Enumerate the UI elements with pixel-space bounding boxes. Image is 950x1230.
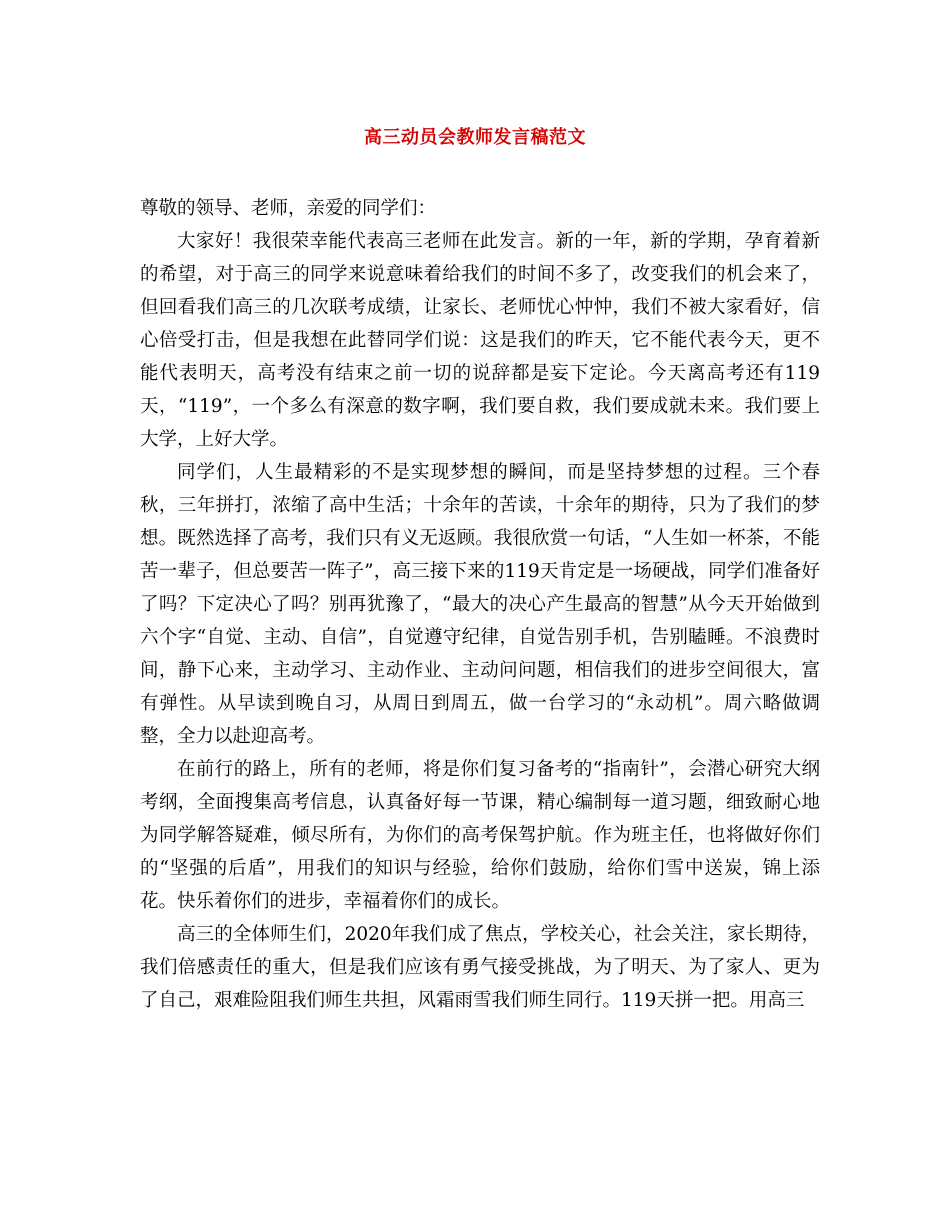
- paragraph-4: 高三的全体师生们，2020年我们成了焦点，学校关心，社会关注，家长期待，我们倍感责任的重大，但是我们应该有勇气接受挑战，为了明天、为了家人、更为了自己，艰难险阻我们师生共担，风霜雨雪我们师生同行。119天拼一把。用高三: [140, 924, 820, 1011]
- paragraph-1: 大家好！我很荣幸能代表高三老师在此发言。新的一年，新的学期，孕育着新的希望，对于高三的同学来说意味着给我们的时间不多了，改变我们的机会来了，但回看我们高三的几次联考成绩，让家长、老师忧心忡忡，我们不被大家看好，信心倍受打击，但是我想在此替同学们说：这是我们的昨天，它不能代表今天，更不能代表明天，高考没有结束之前一切的说辞都是妄下定论。今天离高考还有119天，“119”，一个多么有深意的数字啊，我们要自救，我们要成就未来。我们要上大学，上好大学。: [140, 231, 820, 450]
- paragraph-3: 在前行的路上，所有的老师，将是你们复习备考的“指南针”，会潜心研究大纲考纲，全面搜集高考信息，认真备好每一节课，精心编制每一道习题，细致耐心地为同学解答疑难，倾尽所有，为你们的高考保驾护航。作为班主任，也将做好你们的“坚强的后盾”，用我们的知识与经验，给你们鼓励，给你们雪中送炭，锦上添花。快乐着你们的进步，幸福着你们的成长。: [140, 759, 820, 912]
- paragraph-2: 同学们，人生最精彩的不是实现梦想的瞬间，而是坚持梦想的过程。三个春秋，三年拼打，浓缩了高中生活；十余年的苦读，十余年的期待，只为了我们的梦想。既然选择了高考，我们只有义无返顾。我很欣赏一句话，“人生如一杯茶，不能苦一辈子，但总要苦一阵子”，高三接下来的119天肯定是一场硬战，同学们准备好了吗？下定决心了吗？别再犹豫了，“最大的决心产生最高的智慧”从今天开始做到六个字“自觉、主动、自信”，自觉遵守纪律，自觉告别手机，告别瞌睡。不浪费时间，静下心来，主动学习、主动作业、主动问问题，相信我们的进步空间很大，富有弹性。从早读到晚自习，从周日到周五，做一台学习的“永动机”。周六略做调整，全力以赴迎高考。: [140, 462, 820, 747]
- salutation: 尊敬的领导、老师，亲爱的同学们：: [140, 198, 437, 219]
- document-title: 高三动员会教师发言稿范文: [364, 127, 586, 148]
- document-body: [140, 192, 820, 1017]
